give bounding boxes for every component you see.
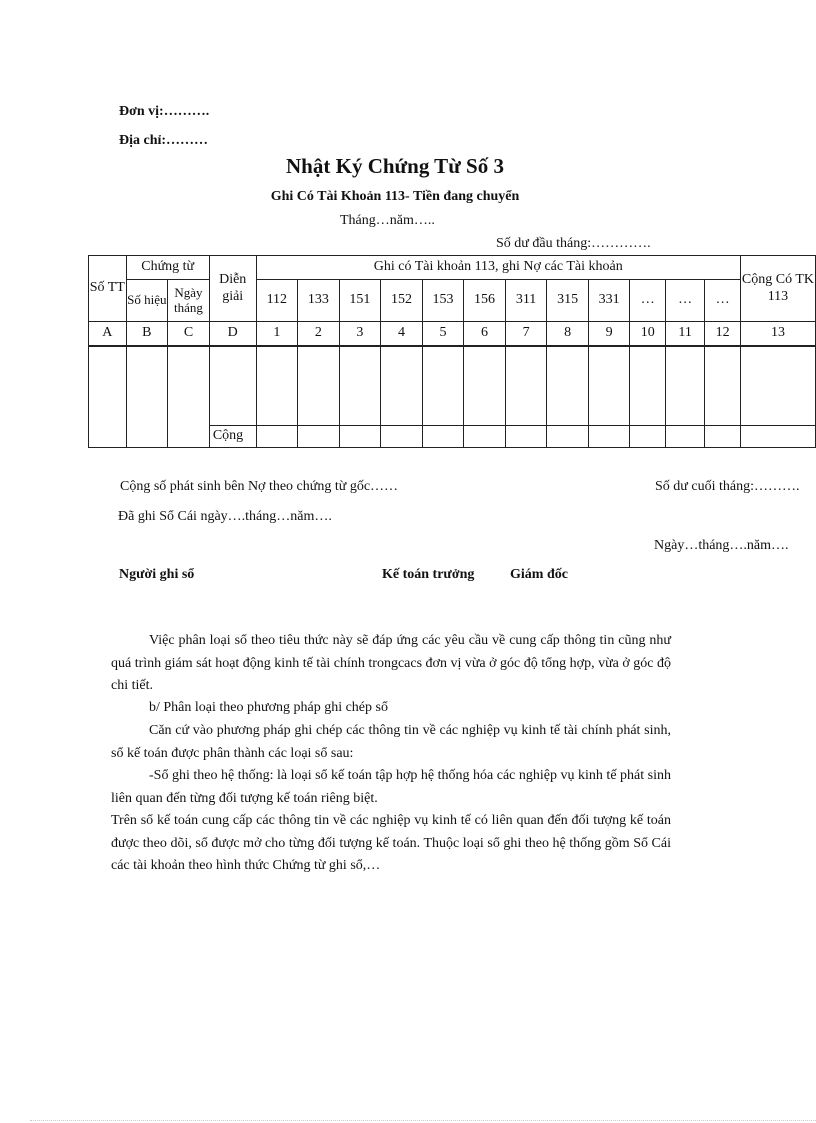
ledger-date-line: Đã ghi Sổ Cái ngày….tháng…năm…. — [118, 509, 332, 524]
header-cong-co: Cộng Có TK 113 — [740, 256, 815, 322]
signature-director: Giám đốc — [510, 567, 568, 582]
account-header: 112 — [256, 280, 298, 322]
column-code: 9 — [588, 322, 630, 346]
account-header: 151 — [339, 280, 381, 322]
header-chung-tu: Chứng từ — [126, 256, 209, 280]
account-header: … — [630, 280, 666, 322]
signature-recorder: Người ghi sổ — [119, 567, 195, 582]
period-label: Tháng…năm….. — [340, 213, 435, 228]
unit-label: Đơn vị:………. — [119, 104, 210, 119]
journal-table — [88, 255, 816, 448]
column-code: 1 — [256, 322, 298, 346]
header-so-hieu: Số hiệu — [126, 280, 168, 322]
body-paragraph: Việc phân loại sổ theo tiêu thức này sẽ đáp ứng các yêu cầu về cung cấp thông tin cũng như quá trình giám sát hoạt động kinh tế tài chính trongcacs đơn vị vừa ở góc độ tổng hợp, vừa ở góc độ chi tiết. — [111, 633, 671, 693]
column-code: D — [209, 322, 256, 346]
body-paragraph: Trên sổ kế toán cung cấp các thông tin về các nghiệp vụ kinh tế có liên quan đến đối tượng kế toán được theo dõi, sổ được mở cho từng đối tượng kế toán. Thuộc loại sổ ghi theo hệ thống gồm Sổ Cái các tài khoản theo hình thức Chứng từ ghi sổ,… — [111, 813, 671, 873]
column-code: 5 — [422, 322, 464, 346]
account-header: 152 — [381, 280, 423, 322]
header-so-tt: Số TT — [89, 256, 127, 322]
column-code: 4 — [381, 322, 423, 346]
signature-date: Ngày…tháng….năm…. — [654, 538, 789, 553]
document-subtitle: Ghi Có Tài Khoản 113- Tiền đang chuyển — [270, 189, 520, 204]
column-code: 3 — [339, 322, 381, 346]
account-header: … — [665, 280, 704, 322]
body-paragraph: b/ Phân loại theo phương pháp ghi chép sổ — [149, 700, 388, 715]
table-row — [89, 346, 816, 426]
column-code: 12 — [705, 322, 741, 346]
debit-total-line: Cộng số phát sinh bên Nợ theo chứng từ gốc…… — [120, 479, 399, 494]
column-code: 6 — [464, 322, 506, 346]
total-label: Cộng — [209, 426, 256, 448]
opening-balance: Số dư đầu tháng:…………. — [496, 236, 651, 251]
column-code: 8 — [547, 322, 589, 346]
account-header: 311 — [505, 280, 547, 322]
account-header: 153 — [422, 280, 464, 322]
account-header: 133 — [298, 280, 340, 322]
header-ghi-co: Ghi có Tài khoản 113, ghi Nợ các Tài khoản — [256, 256, 740, 280]
column-code: 7 — [505, 322, 547, 346]
column-code: C — [168, 322, 210, 346]
column-code: A — [89, 322, 127, 346]
account-header: 331 — [588, 280, 630, 322]
column-code: 11 — [665, 322, 704, 346]
body-paragraph: Căn cứ vào phương pháp ghi chép các thông tin về các nghiệp vụ kinh tế tài chính phát sinh, sổ kế toán được phân thành các loại sổ sau: — [111, 723, 671, 761]
document-title: Nhật Ký Chứng Từ Số 3 — [286, 154, 504, 178]
column-code: 13 — [740, 322, 815, 346]
page-divider — [30, 1120, 816, 1121]
signature-chief-accountant: Kế toán trưởng — [382, 567, 475, 582]
column-code: 2 — [298, 322, 340, 346]
body-paragraph: -Sổ ghi theo hệ thống: là loại sổ kế toán tập hợp hệ thống hóa các nghiệp vụ kinh tế phát sinh liên quan đến từng đối tượng kế toán riêng biệt. — [111, 768, 671, 806]
column-code: 10 — [630, 322, 666, 346]
account-header: 156 — [464, 280, 506, 322]
account-header: 315 — [547, 280, 589, 322]
closing-balance: Số dư cuối tháng:………. — [655, 479, 800, 494]
address-label: Địa chỉ:……… — [119, 133, 209, 148]
header-ngay-thang: Ngày tháng — [168, 280, 210, 322]
column-code: B — [126, 322, 168, 346]
account-header: … — [705, 280, 741, 322]
header-dien-giai: Diễn giải — [209, 256, 256, 322]
